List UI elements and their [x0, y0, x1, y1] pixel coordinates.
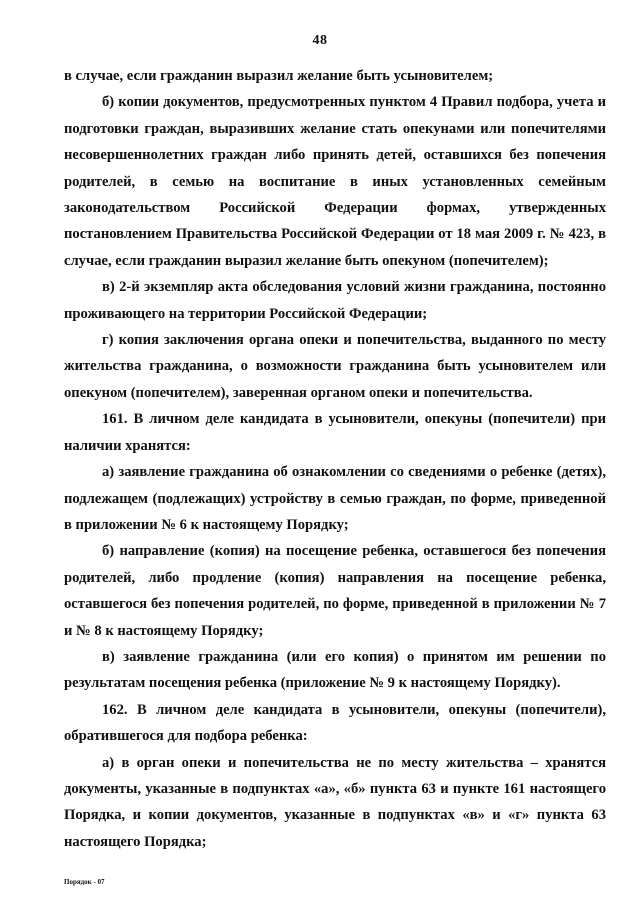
paragraph-clause-161: 161. В личном деле кандидата в усыновители, опекуны (попечители) при наличии хранятся: [64, 411, 606, 454]
paragraph-item-g: г) копия заключения органа опеки и попечительства, выданного по месту жительства гражданина, о возможности гражданина быть усыновителем или опекуном (попечителем), заверенная органом опеки и попечительства. [64, 332, 606, 401]
page-number: 48 [312, 33, 328, 48]
paragraph-161-item-v: в) заявление гражданина (или его копия) о принятом им решении по результатам посещения ребенка (приложение № 9 к настоящему Порядку). [64, 648, 606, 692]
paragraph-continuation: в случае, если гражданин выразил желание быть усыновителем; [64, 68, 494, 84]
document-body [64, 63, 606, 855]
paragraph-item-v: в) 2-й экземпляр акта обследования условий жизни гражданина, постоянно проживающего на территории Российской Федерации; [64, 279, 606, 322]
document-footer: Порядок - 07 [64, 878, 105, 886]
paragraph-clause-162: 162. В личном деле кандидата в усыновители, опекуны (попечители), обратившегося для подбора ребенка: [64, 701, 606, 745]
paragraph-161-item-a: а) заявление гражданина об ознакомлении со сведениями о ребенке (детях), подлежащем (подлежащих) устройству в семью граждан, по форме, приведенной в приложении № 6 к настоящему Порядку; [64, 464, 606, 533]
paragraph-162-item-a: а) в орган опеки и попечительства не по месту жительства – хранятся документы, указанные в подпунктах «а», «б» пункта 63 и пункте 161 настоящего Порядка, и копии документов, указанные в подпунктах «в» и «г» пункта 63 настоящего Порядка; [64, 754, 606, 850]
paragraph-item-b: б) копии документов, предусмотренных пунктом 4 Правил подбора, учета и подготовки граждан, выразивших желание стать опекунами или попечителями несовершеннолетних граждан либо принять детей, оставшихся без попечения родителей, в семью на воспитание в иных установленных семейным законодательством Российской Федерации формах, утвержденных постановлением Правительства Российской Федерации от 18 мая 2009 г. № 423, в случае, если гражданин выразил желание быть опекуном (попечителем); [64, 94, 606, 269]
paragraph-161-item-b: б) направление (копия) на посещение ребенка, оставшегося без попечения родителей, либо продление (копия) направления на посещение ребенка, оставшегося без попечения родителей, по форме, приведенной в приложении № 7 и № 8 к настоящему Порядку; [64, 543, 606, 639]
